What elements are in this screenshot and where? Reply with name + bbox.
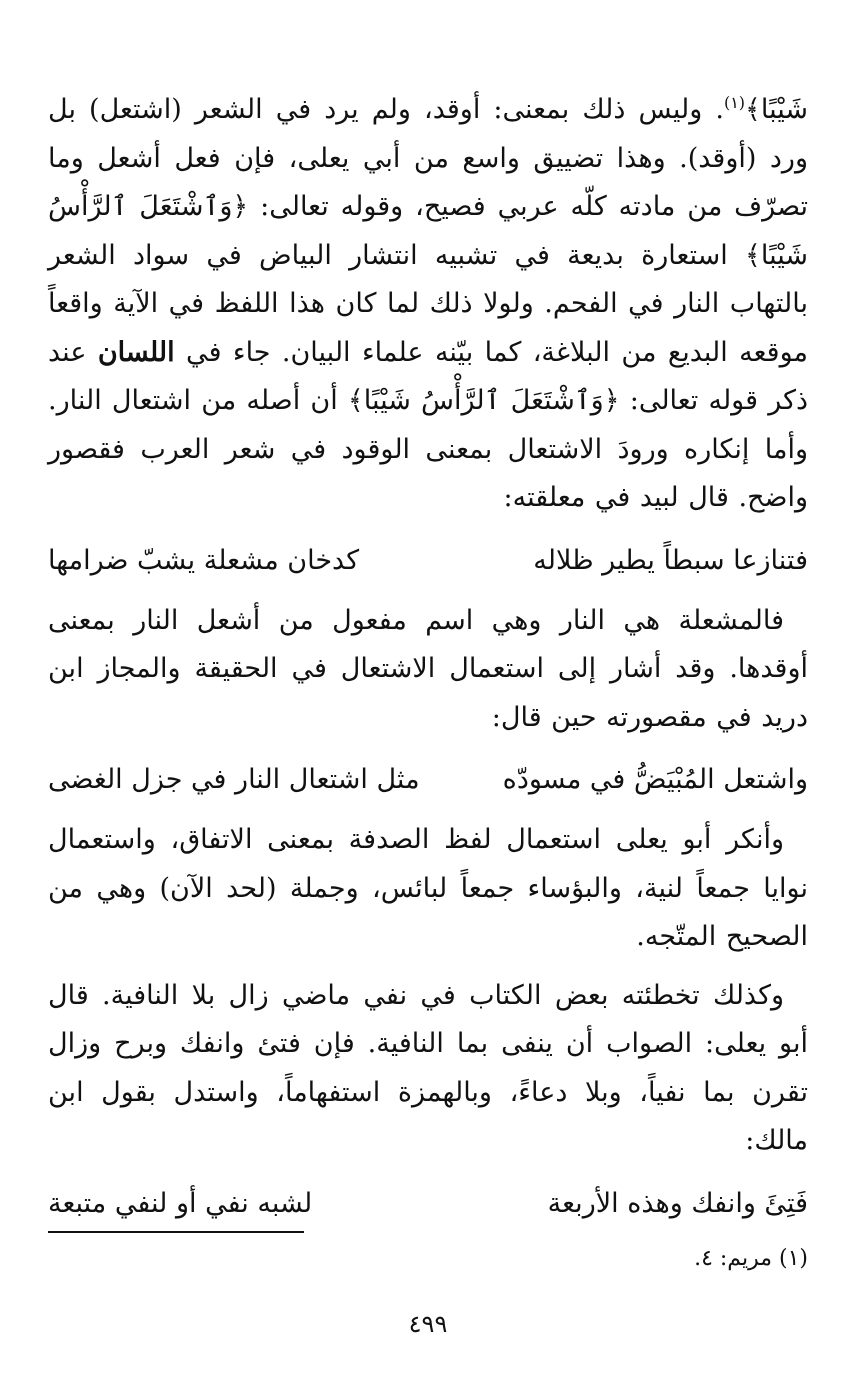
- quran-fragment: شَيْبًا﴾: [745, 94, 808, 125]
- poem-verse-1: [48, 537, 808, 585]
- poem-verse-2: [48, 756, 808, 804]
- paragraph-1: [48, 86, 808, 523]
- quran-quote: ﴿وَٱشْتَعَلَ ٱلرَّأْسُ شَيْبًا﴾: [48, 191, 808, 271]
- paragraph-text: أن أصله من اشتعال النار. وأما إنكاره ورودَ الاشتعال بمعنى الوقود في شعر العرب فقصور واضح. قال لبيد في معلقته:: [48, 385, 808, 513]
- footnote: (١) مريم: ٤.: [694, 1246, 808, 1271]
- footnote-divider: [48, 1231, 304, 1233]
- paragraph-text: استعارة بديعة في تشبيه انتشار البياض في سواد الشعر بالتهاب النار في الفحم. ولولا ذلك لما كان هذا اللفظ في الآية واقعاً موقعه البديع من البلاغة، كما بيّنه علماء البيان. جاء في: [48, 239, 808, 368]
- quran-quote: ﴿وَٱشْتَعَلَ ٱلرَّأْسُ شَيْبًا﴾: [347, 385, 620, 416]
- verse-first-hemistich: واشتعل المُبْيَضُّ في مسودّه: [502, 764, 808, 795]
- page-body: [48, 86, 808, 1386]
- paragraph-text: . وليس ذلك بمعنى: أوقد، ولم يرد في الشعر (اشتعل) بل ورد (أوقد). وهذا تضييق واسع من أبي يعلى، فإن فعل أشعل وما تصرّف من مادته كلّه عربي فصيح، وقوله تعالى:: [48, 94, 808, 222]
- page-number: ٤٩٩: [408, 1310, 448, 1338]
- book-title-lisan: اللسان: [97, 336, 175, 368]
- paragraph-2: فالمشعلة هي النار وهي اسم مفعول من أشعل النار بمعنى أوقدها. وقد أشار إلى استعمال الاشتعال في الحقيقة والمجاز ابن دريد في مقصورته حين قال:: [48, 604, 808, 733]
- footnote-marker: (١): [723, 93, 746, 112]
- verse-second-hemistich: مثل اشتعال النار في جزل الغضى: [48, 764, 420, 795]
- verse-first-hemistich: فتنازعا سبطاً يطير ظلاله: [533, 544, 808, 576]
- paragraph-3: وأنكر أبو يعلى استعمال لفظ الصدفة بمعنى الاتفاق، واستعمال نوايا جمعاً لنية، والبؤساء جمعاً لبائس، وجملة (لحد الآن) وهي من الصحيح المتّجه.: [48, 824, 808, 952]
- verse-second-hemistich: لشبه نفي أو لنفي متبعة: [48, 1187, 313, 1219]
- poem-verse-3: [48, 1180, 808, 1228]
- paragraph-4: وكذلك تخطئته بعض الكتاب في نفي ماضي زال بلا النافية. قال أبو يعلى: الصواب أن ينفى بما النافية. فإن فتئ وانفك وبرح وزال تقرن بما نفياً، وبلا دعاءً، وبالهمزة استفهاماً، واستدل بقول ابن مالك:: [48, 979, 808, 1156]
- paragraph-text: عند ذكر قوله تعالى:: [48, 336, 808, 416]
- verse-second-hemistich: كدخان مشعلة يشبّ ضرامها: [48, 544, 360, 576]
- verse-first-hemistich: فَتِئَ وانفك وهذه الأربعة: [547, 1187, 808, 1219]
